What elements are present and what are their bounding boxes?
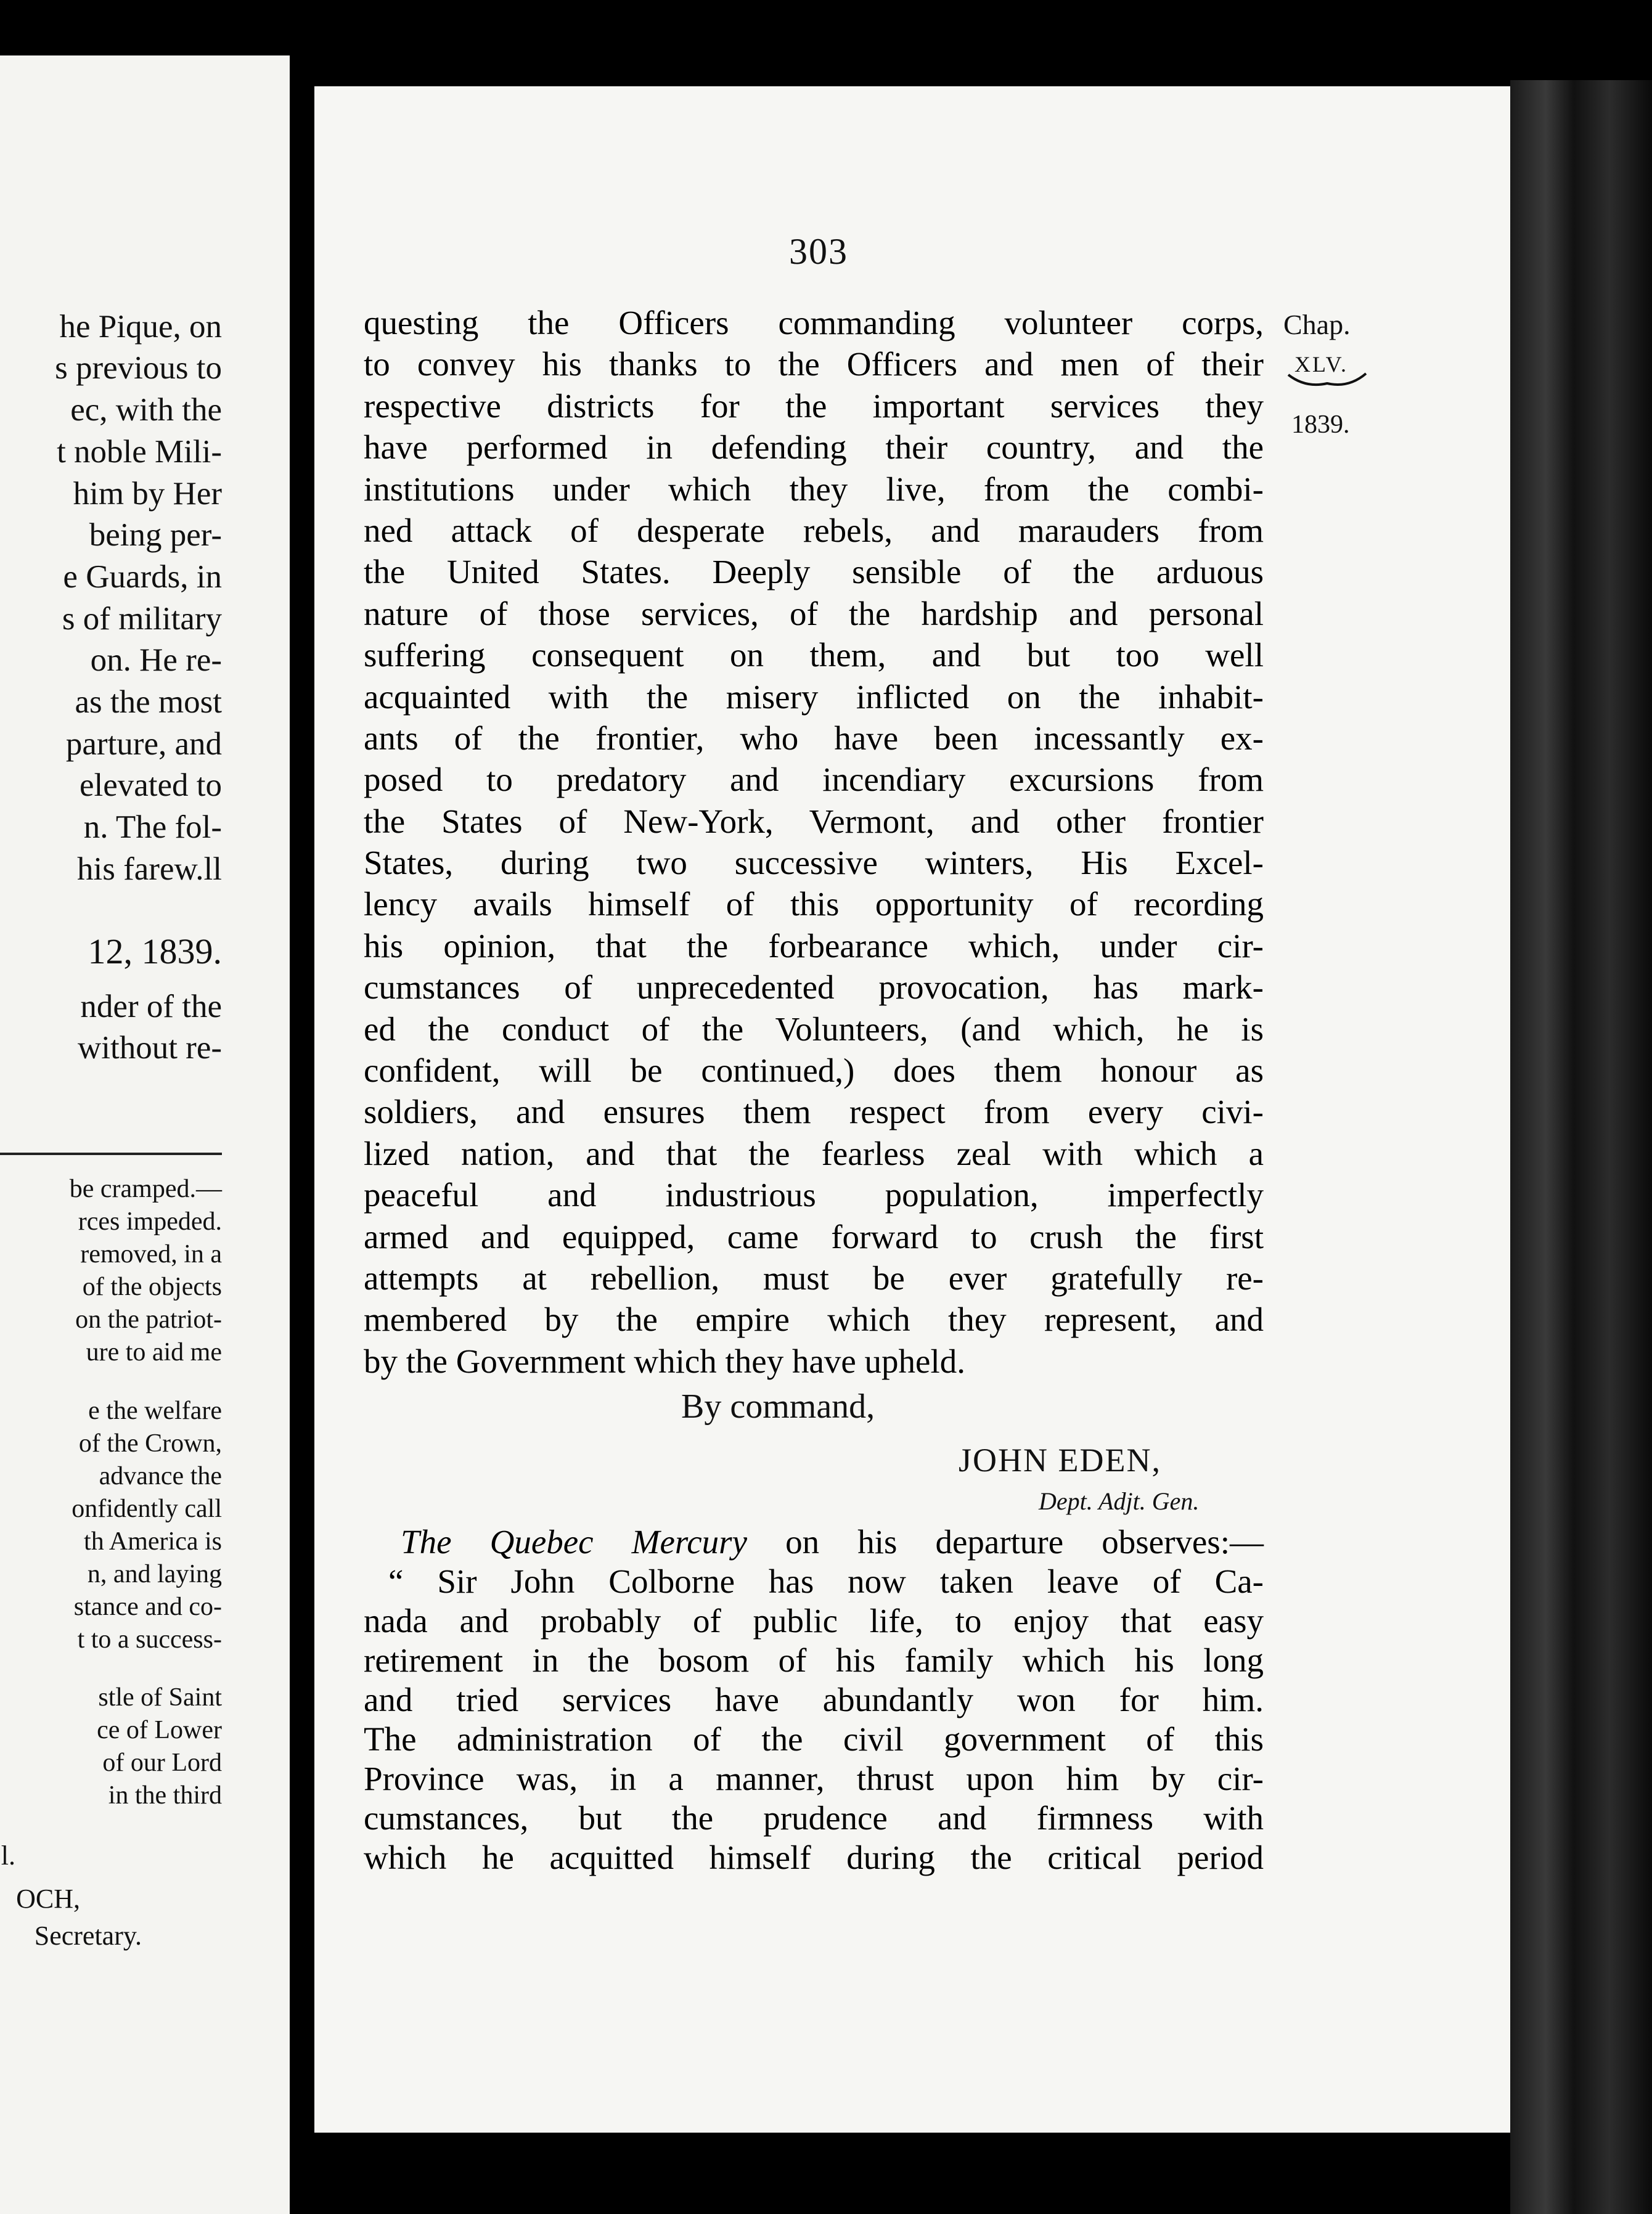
body-line: soldiers, and ensures them respect from every civi-	[364, 1093, 1264, 1131]
quote-line: The administration of the civil government of this	[364, 1720, 1264, 1758]
newspaper-title: The Quebec Mercury	[401, 1523, 747, 1561]
body-line: ants of the frontier, who have been incessantly ex-	[364, 719, 1264, 757]
quote-line: “ Sir John Colborne has now taken leave of Ca-	[388, 1562, 1264, 1600]
body-line: suffering consequent on them, and but too well	[364, 636, 1264, 674]
left-text-line: parture, and	[65, 726, 222, 762]
body-line: armed and equipped, came forward to crush the first	[364, 1217, 1264, 1256]
body-line: States, during two successive winters, His Excel-	[364, 844, 1264, 882]
left-text-line: he Pique, on	[59, 309, 222, 345]
body-line: have performed in defending their country, and the	[364, 428, 1264, 467]
left-note-line: of the objects	[82, 1273, 222, 1301]
body-line: questing the Officers commanding volunteer corps,	[364, 304, 1264, 341]
left-text-line: ec, with the	[70, 392, 222, 428]
margin-year: 1839.	[1291, 411, 1350, 439]
left-text-line: him by Her	[73, 476, 222, 512]
left-text-line: as the most	[75, 684, 222, 720]
quote-line: which he acquitted himself during the critical period	[364, 1839, 1264, 1876]
body-line: ed the conduct of the Volunteers, (and which, he is	[364, 1010, 1264, 1048]
quote-paragraph	[364, 1522, 1264, 1877]
left-text-line: his farew.ll	[77, 851, 222, 887]
left-horizontal-rule	[0, 1153, 222, 1155]
left-sig-line: l.	[1, 1840, 15, 1871]
body-line: nature of those services, of the hardship and personal	[364, 594, 1264, 632]
left-text-line: e Guards, in	[63, 559, 222, 595]
left-note-line: stle of Saint	[98, 1683, 222, 1712]
margin-chapter-number: XLV.	[1294, 352, 1349, 377]
body-line: attempts at rebellion, must be ever gratefully re-	[364, 1259, 1264, 1297]
quote-intro-rest: on his departure observes:—	[785, 1523, 1264, 1561]
left-text-line: s of military	[62, 601, 222, 637]
quote-line: Province was, in a manner, thrust upon him by cir-	[364, 1760, 1264, 1797]
body-line: the United States. Deeply sensible of the arduous	[364, 553, 1264, 591]
book-edge	[1510, 80, 1652, 2214]
left-text-line: nder of the	[80, 989, 222, 1024]
body-line: lency avails himself of this opportunity of recording	[364, 885, 1264, 923]
left-note-line: e the welfare	[88, 1397, 222, 1425]
left-text-line: on. He re-	[90, 642, 222, 678]
left-note-line: rces impeded.	[78, 1207, 222, 1236]
body-line: respective districts for the important services they	[364, 386, 1264, 425]
left-note-line: ce of Lower	[97, 1716, 222, 1744]
left-note-line: removed, in a	[80, 1240, 222, 1268]
body-line: membered by the empire which they represent, and	[364, 1301, 1264, 1339]
body-line: lized nation, and that the fearless zeal with which a	[364, 1134, 1264, 1172]
book-gutter	[290, 0, 314, 2214]
body-line: posed to predatory and incendiary excursions from	[364, 761, 1264, 799]
left-note-line: th America is	[84, 1527, 222, 1556]
signer-title: Dept. Adjt. Gen.	[1039, 1487, 1200, 1515]
body-line: by the Government which they have upheld.	[364, 1342, 965, 1380]
previous-page-fragment	[0, 55, 290, 2214]
body-line: his opinion, that the forbearance which, under cir-	[364, 926, 1264, 965]
margin-brace	[1287, 370, 1367, 394]
left-note-line: on the patriot-	[75, 1305, 222, 1334]
quote-intro-line	[364, 1522, 1264, 1562]
body-line: peaceful and industrious population, imperfectly	[364, 1176, 1264, 1214]
body-line: acquainted with the misery inflicted on the inhabit-	[364, 677, 1264, 716]
left-text-line: t noble Mili-	[57, 434, 222, 470]
quote-line: and tried services have abundantly won for him.	[364, 1681, 1264, 1718]
left-note-line: ure to aid me	[86, 1338, 222, 1366]
left-sig-line: Secretary.	[34, 1921, 142, 1951]
left-note-line: stance and co-	[73, 1593, 222, 1621]
left-text-line: n. The fol-	[83, 809, 222, 845]
left-text-line: s previous to	[55, 350, 222, 386]
left-date-line: 12, 1839.	[88, 931, 222, 971]
body-line: the States of New-York, Vermont, and other frontier	[364, 802, 1264, 840]
quote-line: cumstances, but the prudence and firmness with	[364, 1799, 1264, 1837]
left-sig-line: OCH,	[16, 1884, 80, 1914]
quote-line: nada and probably of public life, to enjoy that easy	[364, 1602, 1264, 1640]
body-line: confident, will be continued,) does them honour as	[364, 1052, 1264, 1090]
quote-line: retirement in the bosom of his family which his long	[364, 1641, 1264, 1679]
by-command-line: By command,	[681, 1387, 875, 1426]
signer-name: JOHN EDEN,	[959, 1442, 1161, 1479]
left-note-line: of the Crown,	[78, 1429, 222, 1458]
body-line: to convey his thanks to the Officers and men of their	[364, 345, 1264, 383]
left-note-line: onfidently call	[72, 1495, 222, 1523]
left-note-line: of our Lord	[102, 1749, 222, 1777]
body-line: cumstances of unprecedented provocation, has mark-	[364, 968, 1264, 1007]
body-paragraph	[364, 302, 1264, 1382]
left-text-line: elevated to	[79, 767, 222, 803]
left-note-line: in the third	[108, 1781, 222, 1810]
left-note-line: be cramped.—	[69, 1175, 222, 1203]
body-line: institutions under which they live, from the combi-	[364, 470, 1264, 508]
body-line: ned attack of desperate rebels, and marauders from	[364, 511, 1264, 549]
left-note-line: n, and laying	[87, 1560, 222, 1588]
page-number: 303	[789, 231, 848, 272]
left-text-line: being per-	[89, 517, 222, 553]
margin-chapter-label: Chap.	[1283, 309, 1351, 340]
left-note-line: t to a success-	[77, 1625, 222, 1654]
left-text-line: without re-	[77, 1030, 222, 1066]
left-note-line: advance the	[99, 1462, 222, 1490]
